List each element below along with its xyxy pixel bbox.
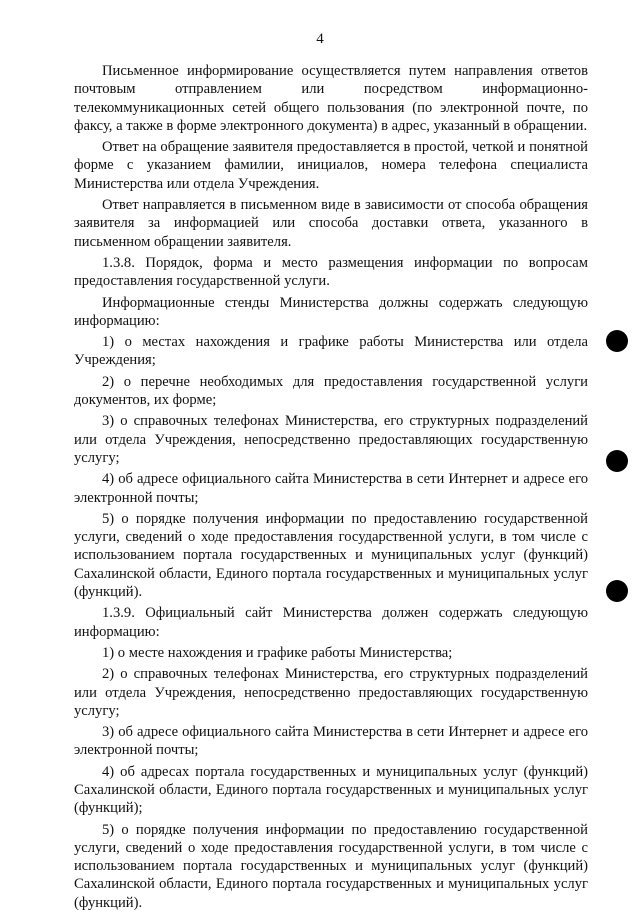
punch-hole-top <box>606 330 628 352</box>
paragraph-response-delivery: Ответ направляется в письменном виде в зависимости от способа обращения заявителя за информацией или способа доставки ответа, указанного в письменном обращении заявителя. <box>74 197 588 250</box>
punch-hole-middle <box>606 450 628 472</box>
section-1-3-9: 1.3.9. Официальный сайт Министерства должен содержать следующую информацию: <box>74 605 588 640</box>
document-body <box>74 62 588 915</box>
paragraph-response-form: Ответ на обращение заявителя предоставляется в простой, четкой и понятной форме с указанием фамилии, инициалов, номера телефона специалиста Министерства или отдела Учреждения. <box>74 139 588 192</box>
list-item-stands-3: 3) о справочных телефонах Министерства, его структурных подразделений или отдела Учреждения, непосредственно предоставляющих государственную услугу; <box>74 413 588 466</box>
list-item-site-3: 3) об адресе официального сайта Министерства в сети Интернет и адресе его электронной почты; <box>74 724 588 759</box>
paragraph-info-stands: Информационные стенды Министерства должны содержать следующую информацию: <box>74 294 588 329</box>
list-item-site-4: 4) об адресах портала государственных и муниципальных услуг (функций) Сахалинской области, Единого портала государственных и муниципальных услуг (функций); <box>74 763 588 817</box>
list-item-stands-5: 5) о порядке получения информации по предоставлению государственной услуги, сведений о ходе предоставления государственной услуги, в том числе с использованием портала государственных и муниципальных услуг (функций) Сахалинской области, Единого портала государственных и муниципальных услуг (функций). <box>74 510 588 601</box>
list-item-site-2: 2) о справочных телефонах Министерства, его структурных подразделений или отдела Учреждения, непосредственно предоставляющих государственную услугу; <box>74 666 588 719</box>
list-item-stands-1: 1) о местах нахождения и графике работы Министерства или отдела Учреждения; <box>74 334 588 369</box>
page-number: 4 <box>316 31 324 47</box>
list-item-stands-4: 4) об адресе официального сайта Министерства в сети Интернет и адресе его электронной почты; <box>74 471 588 506</box>
list-item-stands-2: 2) о перечне необходимых для предоставления государственной услуги документов, их форме; <box>74 373 588 409</box>
paragraph-written-informing: Письменное информирование осуществляется путем направления ответов почтовым отправлением или посредством информационно-телекоммуникационных сетей общего пользования (по электронной почте, по факсу, а также в форме электронного документа) в адрес, указанный в обращении. <box>74 63 588 134</box>
punch-hole-bottom <box>606 580 628 602</box>
section-1-3-8: 1.3.8. Порядок, форма и место размещения информации по вопросам предоставления государственной услуги. <box>74 254 588 290</box>
list-item-site-1: 1) о месте нахождения и графике работы Министерства; <box>102 644 453 661</box>
list-item-site-5: 5) о порядке получения информации по предоставлению государственной услуги, сведений о ходе предоставления государственной услуги, в том числе с использованием портала государственных и муниципальных услуг (функций) Сахалинской области, Единого портала государственных и муниципальных услуг (функций). <box>74 821 588 911</box>
